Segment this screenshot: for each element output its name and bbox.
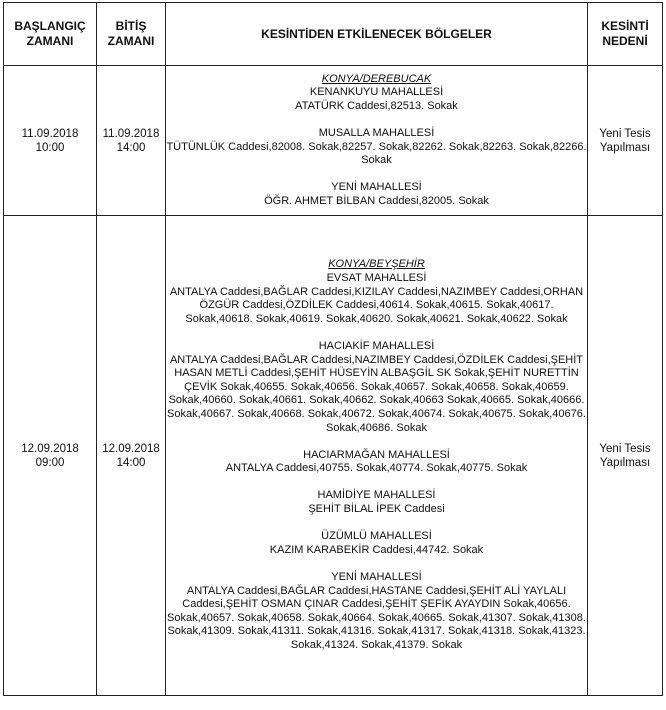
header-end [97, 3, 166, 66]
neighborhood-name: EVSAT MAHALLESİ [326, 271, 427, 284]
neighborhood-block [166, 489, 587, 516]
neighborhood-block [166, 571, 587, 653]
end-date: 11.09.2018 [102, 127, 160, 140]
region-title: KONYA/BEYŞEHİR [328, 258, 425, 271]
reason-cell [588, 66, 663, 216]
neighborhood-block [166, 272, 587, 326]
neighborhood-name: YENİ MAHALLESİ [331, 181, 422, 194]
table-row [4, 66, 663, 216]
header-areas: KESİNTİDEN ETKİLENECEK BÖLGELER [166, 3, 588, 66]
header-start-line2: ZAMANI [26, 34, 74, 48]
street-list: ANTALYA Caddesi,BAĞLAR Caddesi,NAZIMBEY Caddesi,ÖZDİLEK Caddesi,ŞEHİT HASAN METLİ Caddesi,ŞEHİT HÜSEYİN ALBAŞGİL SK Sokak,ŞEHİT NURETTİN ÇEVİK Sokak,40655. Sokak,40656. Sokak,40657. Sokak,40658. Sokak,40659. Sokak,40660. Sokak,40661. Sokak,40662. Sokak,40663 Sokak,40665. Sokak,40666. Sokak,40667. Sokak,40668. Sokak,40672. Sokak,40674. Sokak,40675. Sokak,40676. Sokak,40686. Sokak [167, 353, 586, 434]
neighborhood-name: YENİ MAHALLESİ [331, 571, 422, 584]
neighborhood-block [166, 127, 587, 168]
neighborhood-name: KENANKUYU MAHALLESİ [309, 86, 444, 99]
areas-cell [166, 216, 588, 696]
street-list: ANTALYA Caddesi,BAĞLAR Caddesi,HASTANE Caddesi,ŞEHİT ALİ YAYLALI Caddesi,ŞEHİT OSMAN ÇINAR Caddesi,ŞEHİT ŞEFİK AYAYDIN Sokak,40656. Sokak,40657. Sokak,40658. Sokak,40664. Sokak,40665. Sokak,41307. Sokak,41308. Sokak,41309. Sokak,41311. Sokak,41316. Sokak,41317. Sokak,41318. Sokak,41323. Sokak,41324. Sokak,41379. Sokak [167, 584, 586, 652]
reason-cell [588, 216, 663, 696]
start-cell [4, 66, 97, 216]
street-list: ANTALYA Caddesi,BAĞLAR Caddesi,KIZILAY Caddesi,NAZIMBEY Caddesi,ORHAN ÖZGÜR Caddesi,ÖZDİLEK Caddesi,40614. Sokak,40615. Sokak,40617. Sokak,40618. Sokak,40619. Sokak,40620. Sokak,40621. Sokak,40622. Sokak [169, 285, 584, 325]
start-time: 10:00 [35, 141, 65, 154]
header-row [4, 3, 663, 66]
street-list: ŞEHİT BİLAL İPEK Caddesi [308, 503, 445, 516]
street-list: KAZIM KARABEKİR Caddesi,44742. Sokak [269, 543, 484, 556]
neighborhood-name: HACIAKİF MAHALLESİ [318, 339, 435, 352]
header-reason-line1: KESİNTİ [601, 19, 649, 33]
street-list: TÜTÜNLÜK Caddesi,82008. Sokak,82257. Sokak,82262. Sokak,82263. Sokak,82266. Sokak [166, 140, 587, 167]
street-list: ANTALYA Caddesi,40755. Sokak,40774. Sokak,40775. Sokak [225, 462, 528, 475]
table-row [4, 216, 663, 696]
reason-line1: Yeni Tesis [599, 442, 651, 455]
neighborhood-block [166, 449, 587, 476]
header-reason-line2: NEDENİ [602, 34, 648, 48]
neighborhood-block [166, 181, 587, 208]
end-time: 14:00 [116, 456, 146, 469]
neighborhood-block [166, 340, 587, 435]
areas-cell [166, 66, 588, 216]
header-start-line1: BAŞLANGIÇ [14, 19, 86, 33]
reason-line2: Yapılması [599, 456, 651, 469]
start-time: 09:00 [35, 456, 65, 469]
header-start [4, 3, 97, 66]
start-date: 12.09.2018 [21, 442, 79, 455]
region-title: KONYA/DEREBUCAK [321, 72, 432, 85]
end-cell [97, 216, 166, 696]
neighborhood-name: HACIARMAĞAN MAHALLESİ [303, 448, 450, 461]
neighborhood-block [166, 530, 587, 557]
reason-line1: Yeni Tesis [599, 127, 651, 140]
header-end-line2: ZAMANI [107, 34, 155, 48]
header-end-line1: BİTİŞ [115, 19, 147, 33]
start-cell [4, 216, 97, 696]
end-date: 12.09.2018 [102, 442, 160, 455]
neighborhood-name: ÜZÜMLÜ MAHALLESİ [321, 530, 432, 543]
end-time: 14:00 [116, 141, 146, 154]
start-date: 11.09.2018 [21, 127, 79, 140]
neighborhood-name: MUSALLA MAHALLESİ [318, 126, 435, 139]
header-reason [588, 3, 663, 66]
street-list: ATATÜRK Caddesi,82513. Sokak [295, 99, 458, 112]
neighborhood-name: HAMİDİYE MAHALLESİ [317, 489, 436, 502]
neighborhood-block [166, 86, 587, 113]
reason-line2: Yapılması [599, 141, 651, 154]
end-cell [97, 66, 166, 216]
outage-table [3, 2, 663, 696]
street-list: ÖĞR. AHMET BİLBAN Caddesi,82005. Sokak [264, 194, 489, 207]
